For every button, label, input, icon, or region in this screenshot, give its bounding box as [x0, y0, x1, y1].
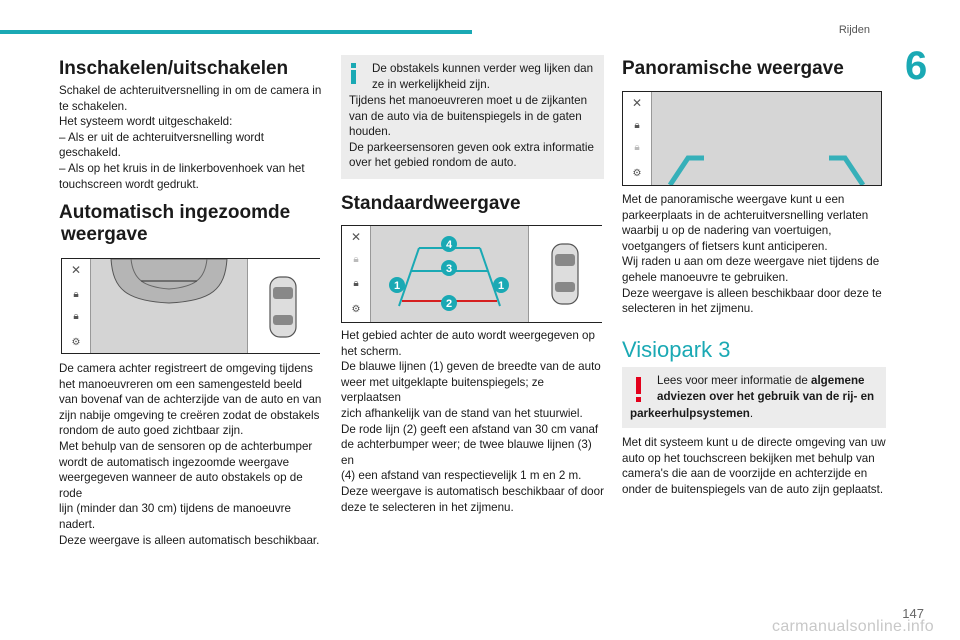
text-line: Met dit systeem kunt u de directe omgeving van uw [622, 436, 886, 449]
text-line: De camera achter registreert de omgeving tijdens [59, 362, 313, 375]
car-icon [529, 226, 602, 322]
warning-icon [635, 377, 641, 403]
paragraph-panoramisch [622, 192, 892, 317]
page-number: 147 [902, 606, 924, 621]
text-line: Deze weergave is automatisch beschikbaar of door [341, 484, 604, 498]
watermark: carmanualsonline.info [772, 618, 934, 635]
camera-image [371, 226, 528, 322]
car-icon [248, 259, 320, 353]
top-accent-bar [0, 30, 472, 34]
lock-icon: 🔒︎ [73, 289, 79, 300]
info-icon [349, 63, 357, 85]
text-line: houden. [349, 125, 391, 139]
text-line: camera's die aan de voorzijde en achterzijde en [622, 467, 868, 481]
text-line: Tijdens het manoeuvreren moet u de zijkanten [349, 94, 588, 107]
text-line: Wij raden u aan om deze weergave niet tijdens de [622, 255, 880, 269]
close-icon: ✕ [631, 96, 643, 110]
heading-inschakelen: Inschakelen/uitschakelen [59, 58, 289, 79]
text-line: Deze weergave is alleen automatisch beschikbaar. [59, 533, 320, 547]
heading-visiopark: Visiopark 3 [622, 337, 731, 362]
text-line: Schakel de achteruitversnelling in om de camera in [59, 84, 322, 97]
heading-line: weergave [61, 224, 148, 245]
text-line: De obstakels kunnen verder weg lijken dan [372, 62, 594, 75]
gear-icon: ⚙︎ [71, 337, 81, 348]
side-menu [623, 92, 652, 185]
text-line: De rode lijn (2) geeft een afstand van 30 cm vanaf [341, 422, 599, 436]
text-line: deze te selecteren in het zijmenu. [341, 500, 514, 514]
text-line: parkeerplaats in de achteruitversnelling verlaten [622, 208, 869, 222]
marker-3 [441, 260, 457, 276]
heading-line: Automatisch ingezoomde [59, 202, 291, 223]
text-line: onder de buitenspiegels van de auto zijn geplaatst. [622, 482, 884, 496]
lock-icon: 🔒︎ [634, 120, 640, 131]
text-line: van bovenaf van de achterzijde van de auto en van [59, 393, 322, 407]
section-title: Rijden [838, 24, 870, 36]
text-line: weergegeven wanneer de auto obstakels op de rode [59, 471, 303, 500]
text-line: waarbij u op de nadering van voertuigen, [622, 224, 832, 238]
paragraph-standaard [341, 328, 606, 515]
gear-icon: ⚙︎ [632, 168, 642, 179]
svg-text:3: 3 [445, 263, 453, 275]
marker-4 [441, 236, 457, 252]
text-line: geschakeld. [59, 146, 121, 160]
lock-icon: 🔒︎ [73, 311, 79, 322]
text-line: zich afhankelijk van de stand van het stuurwiel. [341, 406, 583, 420]
top-view-panel [247, 259, 320, 353]
text-line: Met behulp van de sensoren op de achterbumper [59, 439, 313, 453]
paragraph-visiopark [622, 435, 892, 497]
text-line: wordt de automatisch ingezoomde weergave [59, 455, 290, 469]
marker-1-left [389, 277, 405, 293]
text-line: de achterbumper weer; de twee blauwe lijnen (3) en [341, 438, 592, 467]
svg-text:1: 1 [497, 280, 505, 292]
lock-icon: 🔒︎ [353, 278, 359, 289]
screenshot-zoomed-view [61, 258, 320, 354]
text-line: Deze weergave is alleen beschikbaar door deze te [622, 286, 882, 300]
text-line: het scherm. [341, 344, 402, 358]
lock-icon: 🔒︎ [353, 254, 359, 265]
text-line: over het gebied rondom de auto. [349, 156, 517, 170]
marker-1-right [493, 277, 509, 293]
text-line: De parkeersensoren geven ook extra informatie [349, 140, 594, 154]
text-line: – Als er uit de achteruitversnelling wordt [59, 130, 264, 144]
svg-text:1: 1 [393, 280, 401, 292]
heading-standaard: Standaardweergave [341, 193, 521, 214]
guide-lines-diagram [371, 226, 528, 322]
text-line: te schakelen. [59, 99, 128, 113]
warning-bold: adviezen over het gebruik van de rij- en [657, 390, 875, 403]
svg-text:2: 2 [445, 298, 453, 310]
text-line: auto op het touchscreen bekijken met behulp van [622, 451, 875, 465]
chapter-number: 6 [905, 44, 928, 88]
info-box [341, 55, 604, 179]
svg-text:4: 4 [445, 239, 453, 251]
text-line: voetgangers of fietsers kunt anticiperen. [622, 239, 828, 253]
gear-icon: ⚙︎ [351, 304, 361, 315]
text-line: zijn nabije omgeving te creëren zodat de obstakels [59, 408, 320, 422]
text-line: De blauwe lijnen (1) geven de breedte van de auto [341, 360, 601, 374]
warning-box [622, 367, 886, 428]
text-line: gehele manoeuvre te gebruiken. [622, 270, 789, 284]
warning-text: . [749, 407, 754, 420]
heading-panoramisch: Panoramische weergave [622, 58, 844, 79]
camera-image [652, 92, 881, 185]
text-line: rondom de auto goed zichtbaar zijn. [59, 424, 244, 438]
panoramic-guide-lines [652, 92, 881, 185]
text-line: Met de panoramische weergave kunt u een [622, 193, 845, 206]
text-line: ze in werkelijkheid zijn. [372, 77, 490, 91]
warning-bold: algemene [811, 374, 865, 387]
lock-icon: 🔒︎ [634, 142, 640, 153]
text-line: selecteren in het zijmenu. [622, 302, 754, 316]
text-line: touchscreen wordt gedrukt. [59, 177, 199, 191]
screenshot-standard-view [341, 225, 602, 323]
text-line: Het gebied achter de auto wordt weergegeven op [341, 329, 595, 342]
marker-2 [441, 295, 457, 311]
text-line: lijn (minder dan 30 cm) tijdens de manoeuvre nadert. [59, 502, 291, 531]
heading-automatisch [59, 202, 339, 246]
text-line: – Als op het kruis in de linkerbovenhoek van het [59, 161, 305, 175]
warning-text: Lees voor meer informatie de [657, 374, 812, 387]
text-line: Het systeem wordt uitgeschakeld: [59, 115, 233, 129]
top-view-panel [528, 226, 602, 322]
car-rear-closeup [91, 259, 247, 353]
close-icon: ✕ [70, 263, 82, 277]
text-line: van de auto via de buitenspiegels in de gaten [349, 109, 582, 123]
side-menu [62, 259, 91, 353]
camera-image [91, 259, 247, 353]
screenshot-panoramic-view [622, 91, 882, 186]
warning-bold: parkeerhulpsystemen [630, 407, 750, 420]
text-line: (4) een afstand van respectievelijk 1 m en 2 m. [341, 469, 582, 483]
side-menu [342, 226, 371, 322]
paragraph-inschakelen [59, 83, 329, 192]
close-icon: ✕ [350, 230, 362, 244]
paragraph-automatisch [59, 361, 329, 548]
text-line: het manoeuvreren om een samengesteld beeld [59, 377, 302, 391]
text-line: weer met uitgeklapte buitenspiegels; ze verplaatsen [341, 375, 545, 405]
